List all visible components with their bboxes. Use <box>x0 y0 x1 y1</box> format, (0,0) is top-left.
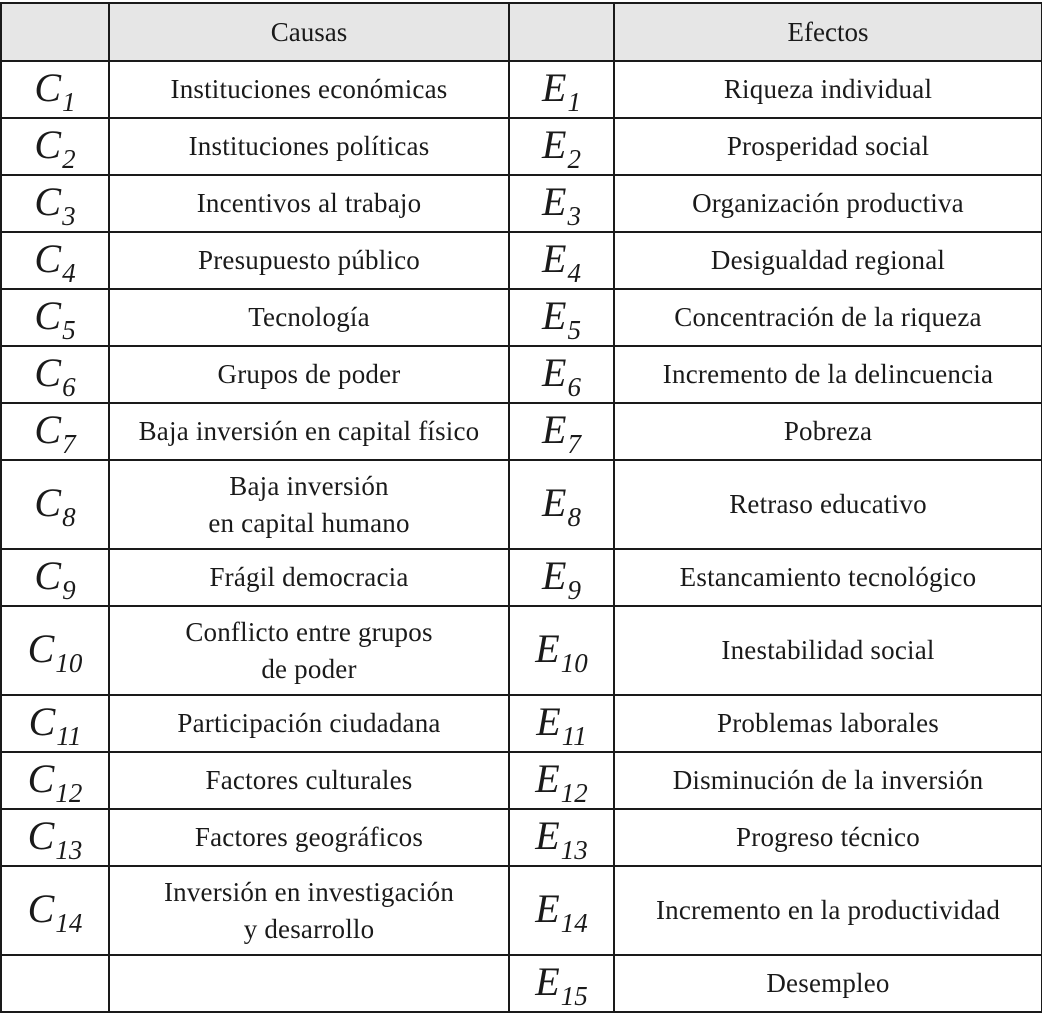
cause-text: Presupuesto público <box>197 245 421 275</box>
header-row <box>1 3 1042 61</box>
effect-label <box>614 289 1042 346</box>
cause-letter: C <box>28 698 56 744</box>
cause-label <box>109 695 509 752</box>
effect-text: Progreso técnico <box>736 822 920 852</box>
effect-symbol <box>509 866 614 955</box>
effect-label <box>614 232 1042 289</box>
effect-letter: E <box>542 406 567 452</box>
effect-letter: E <box>542 292 567 338</box>
effect-text: Incremento de la delincuencia <box>662 359 994 389</box>
cause-text: Frágil democracia <box>209 562 409 592</box>
effect-symbol <box>509 403 614 460</box>
cause-symbol <box>1 175 109 232</box>
effect-letter: E <box>535 958 560 1004</box>
effect-index: 7 <box>567 428 581 459</box>
effect-text: Disminución de la inversión <box>672 765 984 795</box>
table-row <box>1 549 1042 606</box>
effect-text: Concentración de la riqueza <box>674 302 982 332</box>
effect-text: Estancamiento tecnológico <box>679 562 977 592</box>
effect-symbol <box>509 175 614 232</box>
effect-label <box>614 175 1042 232</box>
effect-letter: E <box>535 755 560 801</box>
cause-letter: C <box>34 235 62 281</box>
cause-text: Grupos de poder <box>217 359 401 389</box>
effect-symbol <box>509 549 614 606</box>
table-row <box>1 118 1042 175</box>
causes-effects-table <box>0 2 1042 1013</box>
effect-label <box>614 346 1042 403</box>
cause-index: 11 <box>56 720 82 751</box>
cause-symbol <box>1 752 109 809</box>
effect-index: 14 <box>560 907 588 938</box>
effect-index: 8 <box>567 501 581 532</box>
effect-symbol <box>509 61 614 118</box>
cause-letter: C <box>34 292 62 338</box>
cause-label <box>109 866 509 955</box>
cause-symbol <box>1 606 109 695</box>
effect-index: 4 <box>567 257 581 288</box>
cause-text: Factores culturales <box>205 765 413 795</box>
effect-symbol <box>509 232 614 289</box>
cause-text: Tecnología <box>248 302 370 332</box>
effect-label <box>614 752 1042 809</box>
header-effect-symbol-cell <box>509 3 614 61</box>
effect-letter: E <box>535 812 560 858</box>
cause-letter: C <box>34 406 62 452</box>
effect-letter: E <box>536 698 561 744</box>
table-row <box>1 346 1042 403</box>
cause-index: 13 <box>55 834 83 865</box>
effect-letter: E <box>535 625 560 671</box>
effect-label <box>614 695 1042 752</box>
effect-letter: E <box>542 349 567 395</box>
effect-symbol <box>509 460 614 549</box>
effect-symbol <box>509 955 614 1012</box>
cause-text: Instituciones económicas <box>170 74 448 104</box>
effect-label <box>614 549 1042 606</box>
table-row <box>1 61 1042 118</box>
effect-text: Retraso educativo <box>729 489 927 519</box>
effect-text: Desempleo <box>766 968 890 998</box>
cause-letter: C <box>34 552 62 598</box>
effect-label <box>614 118 1042 175</box>
effect-symbol <box>509 606 614 695</box>
header-causas: Causas <box>109 3 509 61</box>
cause-index: 14 <box>55 907 83 938</box>
cause-label <box>109 61 509 118</box>
cause-label <box>109 809 509 866</box>
cause-text: Factores geográficos <box>194 822 424 852</box>
cause-symbol <box>1 289 109 346</box>
cause-index: 7 <box>62 428 76 459</box>
cause-text: Conflicto entre grupos de poder <box>185 616 433 684</box>
effect-symbol <box>509 118 614 175</box>
cause-index: 10 <box>55 647 83 678</box>
cause-text: Baja inversión en capital físico <box>138 416 480 446</box>
cause-symbol <box>1 549 109 606</box>
effect-letter: E <box>542 178 567 224</box>
cause-label <box>109 175 509 232</box>
cause-symbol <box>1 809 109 866</box>
cause-letter: C <box>27 885 55 931</box>
effect-letter: E <box>542 64 567 110</box>
cause-index: 5 <box>62 314 76 345</box>
effect-letter: E <box>535 885 560 931</box>
effect-symbol <box>509 752 614 809</box>
table-row <box>1 955 1042 1012</box>
effect-label <box>614 606 1042 695</box>
effect-text: Problemas laborales <box>717 708 939 738</box>
effect-index: 9 <box>567 574 581 605</box>
cause-symbol <box>1 403 109 460</box>
effect-index: 3 <box>567 200 581 231</box>
cause-index: 9 <box>62 574 76 605</box>
cause-label <box>109 232 509 289</box>
effect-index: 5 <box>567 314 581 345</box>
cause-symbol <box>1 460 109 549</box>
effect-letter: E <box>542 121 567 167</box>
cause-text: Participación ciudadana <box>177 708 441 738</box>
effect-symbol <box>509 346 614 403</box>
effect-label <box>614 955 1042 1012</box>
cause-label <box>109 118 509 175</box>
cause-letter: C <box>34 64 62 110</box>
effect-index: 6 <box>567 371 581 402</box>
cause-label <box>109 460 509 549</box>
cause-label <box>109 346 509 403</box>
effect-text: Riqueza individual <box>723 74 933 104</box>
effect-text: Organización productiva <box>692 188 964 218</box>
effect-label <box>614 403 1042 460</box>
cause-index: 12 <box>55 777 83 808</box>
effect-text: Incremento en la productividad <box>655 895 1001 925</box>
cause-symbol <box>1 61 109 118</box>
effect-letter: E <box>542 235 567 281</box>
table-row <box>1 403 1042 460</box>
cause-symbol <box>1 866 109 955</box>
header-efectos: Efectos <box>614 3 1042 61</box>
table-row <box>1 460 1042 549</box>
header-cause-symbol-cell <box>1 3 109 61</box>
table-row <box>1 289 1042 346</box>
effect-index: 15 <box>560 980 588 1011</box>
cause-label <box>109 606 509 695</box>
cause-letter: C <box>34 178 62 224</box>
table-row <box>1 752 1042 809</box>
effect-index: 13 <box>560 834 588 865</box>
effect-index: 12 <box>560 777 588 808</box>
table-row <box>1 809 1042 866</box>
effect-letter: E <box>542 479 567 525</box>
cause-symbol <box>1 346 109 403</box>
effect-label <box>614 809 1042 866</box>
cause-text: Instituciones políticas <box>188 131 430 161</box>
effect-text: Pobreza <box>783 416 873 446</box>
cause-letter: C <box>34 479 62 525</box>
effect-letter: E <box>542 552 567 598</box>
cause-label <box>109 289 509 346</box>
table-row <box>1 866 1042 955</box>
effect-symbol <box>509 289 614 346</box>
cause-text: Incentivos al trabajo <box>196 188 422 218</box>
effect-index: 11 <box>561 720 587 751</box>
cause-symbol <box>1 232 109 289</box>
cause-index: 2 <box>62 143 76 174</box>
cause-letter: C <box>34 349 62 395</box>
cause-index: 1 <box>62 86 76 117</box>
cause-index: 3 <box>62 200 76 231</box>
cause-letter: C <box>27 812 55 858</box>
effect-label <box>614 61 1042 118</box>
cause-index: 4 <box>62 257 76 288</box>
effect-symbol <box>509 809 614 866</box>
cause-symbol <box>1 118 109 175</box>
effect-index: 10 <box>560 647 588 678</box>
table-row <box>1 695 1042 752</box>
cause-letter: C <box>34 121 62 167</box>
effect-symbol <box>509 695 614 752</box>
cause-letter: C <box>27 755 55 801</box>
table-row <box>1 175 1042 232</box>
effect-index: 1 <box>567 86 581 117</box>
cause-text: Inversión en investigación y desarrollo <box>163 876 455 944</box>
cause-label <box>109 955 509 1012</box>
cause-text: Baja inversión en capital humano <box>208 470 410 538</box>
effect-text: Desigualdad regional <box>710 245 946 275</box>
cause-letter: C <box>27 625 55 671</box>
cause-label <box>109 403 509 460</box>
effect-label <box>614 460 1042 549</box>
cause-label <box>109 549 509 606</box>
effect-text: Prosperidad social <box>726 131 930 161</box>
cause-symbol <box>1 695 109 752</box>
cause-index: 8 <box>62 501 76 532</box>
effect-index: 2 <box>567 143 581 174</box>
effect-text: Inestabilidad social <box>721 635 935 665</box>
cause-index: 6 <box>62 371 76 402</box>
cause-symbol <box>1 955 109 1012</box>
effect-label <box>614 866 1042 955</box>
table-row <box>1 606 1042 695</box>
table-row <box>1 232 1042 289</box>
cause-label <box>109 752 509 809</box>
